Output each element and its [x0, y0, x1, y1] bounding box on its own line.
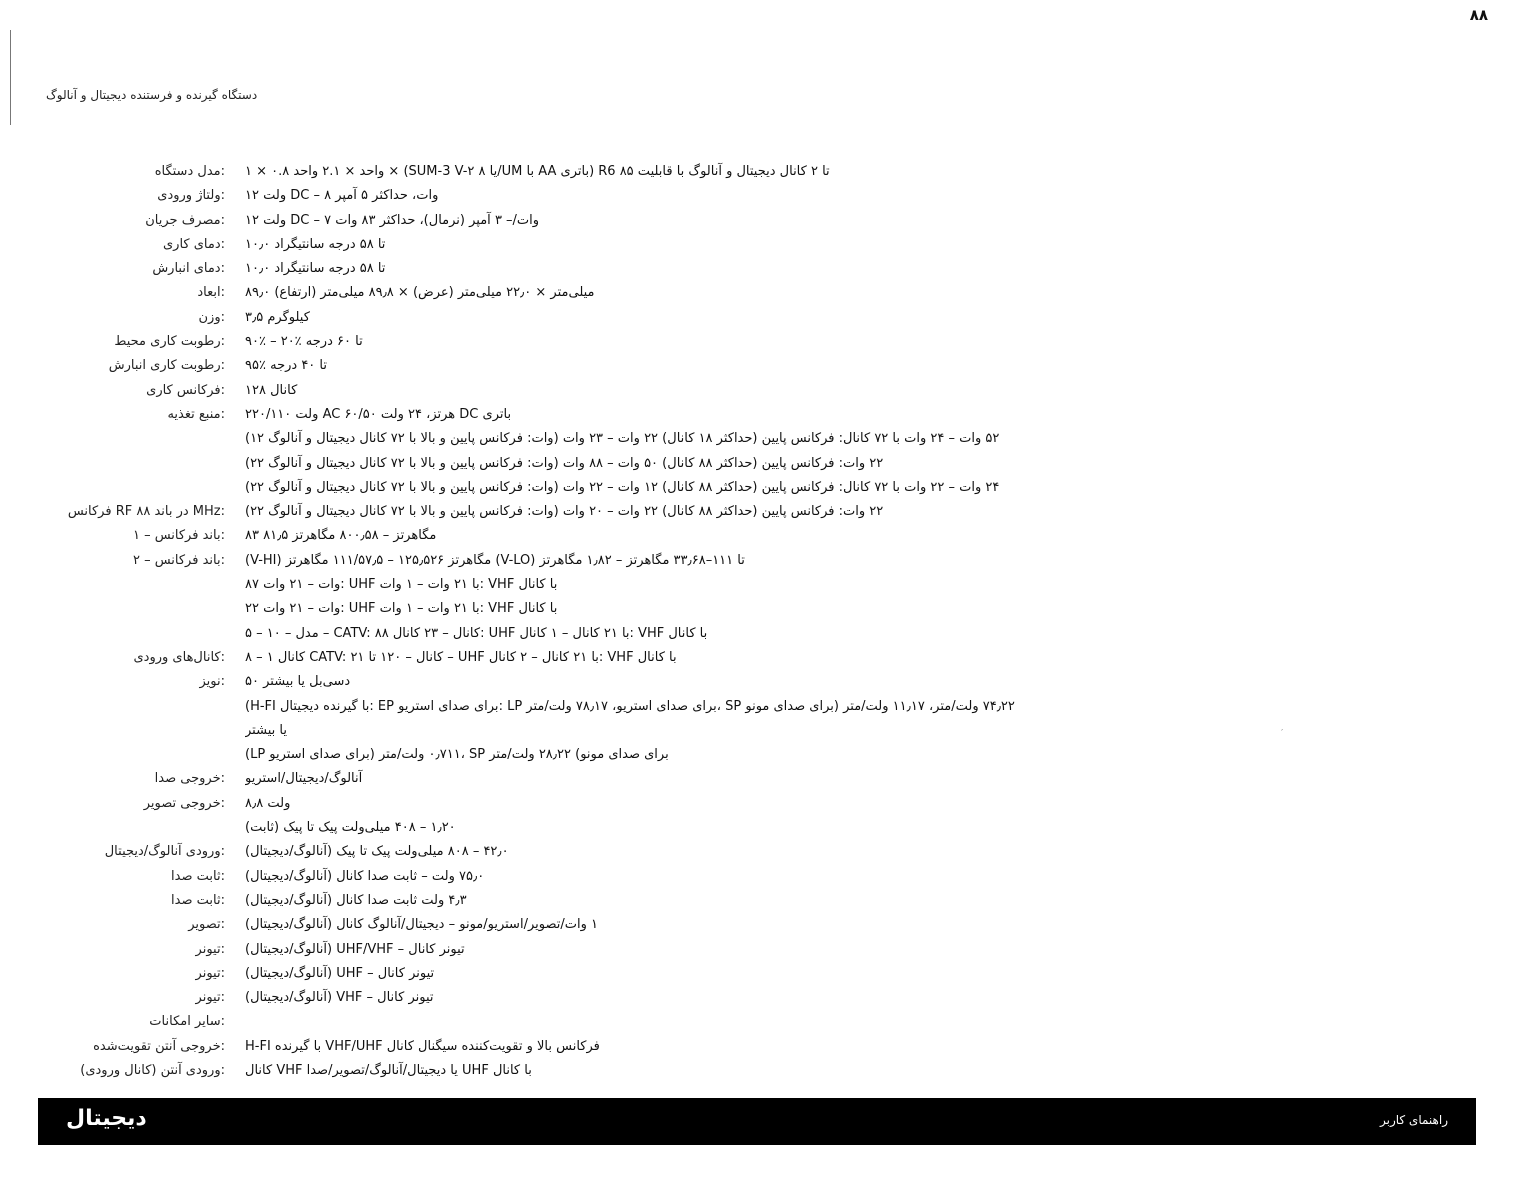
- spec-row: [40, 889, 1240, 913]
- spec-row: [40, 330, 1240, 354]
- specifications-table: [40, 160, 1240, 1083]
- footer-tag: راهنمای کاربر: [1379, 1113, 1448, 1127]
- spec-value: ۱۲۸ کانال: [245, 382, 298, 398]
- footer-bar: [38, 1098, 1476, 1145]
- spec-row: [40, 524, 1240, 548]
- spec-value: (آنالوگ/دیجیتال) UHF/VHF – تیونر کانال: [245, 941, 465, 957]
- spec-value: یا بیشتر: [245, 722, 287, 738]
- spec-row: [40, 913, 1240, 937]
- spec-row: [40, 549, 1240, 573]
- spec-label: فرکانس کاری:: [146, 382, 225, 398]
- spec-row: [40, 452, 1240, 476]
- spec-label: فرکانس RF در باند ۸۸ MHz:: [67, 504, 225, 520]
- spec-value: (۲۲ وات: فرکانس پایین و بالا با ۷۲ کانال دیجیتال و آنالوگ) ۲۲ وات: فرکانس پایین (حداکثر ۸۸ کانال) ۵۰ وات – ۸۸ وات: [245, 455, 884, 471]
- spec-value: (آنالوگ/دیجیتال) UHF – تیونر کانال: [245, 965, 435, 981]
- margin-mark: ′: [1281, 728, 1284, 739]
- spec-row: [40, 476, 1240, 500]
- spec-label: مدل دستگاه:: [154, 164, 225, 179]
- spec-row: [40, 1035, 1240, 1059]
- spec-row: [40, 695, 1240, 719]
- spec-row: [40, 840, 1240, 864]
- spec-row: [40, 281, 1240, 305]
- spec-value: ۸۳ ۸۱٫۵ مگاهرتز – ۸۰۰٫۵۸ مگاهرتز: [245, 528, 437, 544]
- spec-value: کانال VHF یا دیجیتال/آنالوگ/تصویر/صدا UHF با کانال: [245, 1062, 532, 1078]
- spec-value: (آنالوگ/دیجیتال) ۴۲٫۰ – ۸۰۸ میلی‌ولت پیک تا پیک: [245, 844, 509, 860]
- spec-row: [40, 646, 1240, 670]
- spec-row: [40, 622, 1240, 646]
- spec-row: [40, 160, 1240, 184]
- spec-value: ۱۰٫۰ تا ۵۸ درجه سانتیگراد: [245, 236, 386, 252]
- spec-label: رطوبت کاری محیط:: [114, 334, 225, 350]
- spec-value: ۸۷ وات – ۲۱ وات: UHF با ۲۱ وات – ۱ وات: VHF با کانال: [245, 577, 558, 593]
- spec-value: (V-HI) مگاهرتز ۱۲۵٫۵۲۶ – ۱۱۱/۵۷٫۵ مگاهرتز (V-LO) تا ۱۱۱–۳۳٫۶۸ مگاهرتز – ۱٫۸۲ مگاهرتز: [245, 552, 745, 568]
- spec-row: [40, 986, 1240, 1010]
- spec-label: ورودی آنتن (کانال ورودی):: [80, 1062, 225, 1078]
- spec-value: ۱۲ ولت DC – ۷ وات/– ۳ آمپر (نرمال)، حداکثر ۸۳ وات: [245, 212, 540, 228]
- spec-value: (۱۲ وات: فرکانس پایین و بالا با ۷۲ کانال دیجیتال و آنالوگ) ۵۲ وات – ۲۴ وات با ۷۲ کانال: فرکانس پایین (حداکثر ۱۸ کانال) ۲۲ وات – ۲۳ وات: [245, 431, 1000, 447]
- spec-row: [40, 184, 1240, 208]
- spec-label: تیونر:: [195, 965, 225, 981]
- spec-value: (۲۲ وات: فرکانس پایین و بالا با ۷۲ کانال دیجیتال و آنالوگ) ۲۲ وات: فرکانس پایین (حداکثر ۸۸ کانال) ۲۲ وات – ۲۰ وات: [245, 504, 884, 520]
- spec-label: منبع تغذیه:: [167, 406, 225, 422]
- spec-value: (آنالوگ/دیجیتال) ۷۵٫۰ ولت – ثابت صدا کانال: [245, 868, 485, 884]
- spec-value: ۸٫۸ ولت: [245, 795, 291, 811]
- spec-row: [40, 938, 1240, 962]
- spec-row: [40, 257, 1240, 281]
- spec-label: باند فرکانس – ۲:: [132, 552, 225, 568]
- document-header: دستگاه گیرنده و فرستنده دیجیتال و آنالوگ: [46, 88, 258, 102]
- spec-value: مدل – ۱۰ – ۵ – CATV: ۸۸ کانال – ۲۳ کانال: UHF با ۲۱ کانال – ۱ کانال: VHF با کانال: [245, 625, 708, 641]
- spec-row: [40, 403, 1240, 427]
- spec-value: (۲۲ وات: فرکانس پایین و بالا با ۷۲ کانال دیجیتال و آنالوگ) ۲۴ وات – ۲۲ وات با ۷۲ کانال: فرکانس پایین (حداکثر ۸۸ کانال) ۱۲ وات – ۲۲ وات: [245, 479, 1000, 495]
- spec-value: H-FI با گیرنده VHF/UHF فرکانس بالا و تقویت‌کننده سیگنال کانال: [245, 1038, 600, 1054]
- spec-value: (LP برای صدای استریو) ۰٫۷۱۱ ولت/متر، SP برای صدای مونو) ۲۸٫۲۲ ولت/متر: [245, 747, 669, 763]
- spec-row: [40, 865, 1240, 889]
- spec-label: تصویر:: [188, 917, 225, 933]
- spec-row: [40, 719, 1240, 743]
- spec-label: ابعاد:: [197, 285, 225, 301]
- margin-rule: [10, 30, 11, 125]
- spec-value: ۹۵٪ تا ۴۰ درجه: [245, 358, 327, 374]
- spec-label: ثابت صدا:: [171, 892, 225, 908]
- spec-value: (آنالوگ/دیجیتال) ۱ وات/تصویر/استریو/مونو – دیجیتال/آنالوگ کانال: [245, 917, 598, 933]
- spec-value: ۸۹٫۰ میلی‌متر × ۲۲٫۰ میلی‌متر (عرض) × ۸۹٫۸ میلی‌متر (ارتفاع): [245, 285, 595, 301]
- spec-row: [40, 573, 1240, 597]
- spec-value: ۱ × ۰.۸ واحد × ۲.۱ واحد × (SUM-3 V-۲ یا ۸/UM با AA باتری) R6 تا ۲ کانال دیجیتال و آنالوگ با قابلیت ۸۵: [245, 164, 830, 179]
- spec-label: تیونر:: [195, 941, 225, 957]
- spec-value: ۲۲ وات – ۲۱ وات: UHF با ۲۱ وات – ۱ وات: VHF با کانال: [245, 601, 558, 617]
- spec-row: [40, 354, 1240, 378]
- spec-row: [40, 816, 1240, 840]
- spec-value: ۹۰٪ – ۲۰٪ تا ۶۰ درجه: [245, 334, 363, 350]
- spec-value: (آنالوگ/دیجیتال) ۴٫۳ ولت ثابت صدا کانال: [245, 892, 467, 908]
- spec-label: دمای انبارش:: [152, 261, 225, 277]
- spec-label: وزن:: [198, 309, 225, 325]
- spec-label: خروجی تصویر:: [143, 795, 225, 811]
- spec-row: [40, 1010, 1240, 1034]
- spec-label: باند فرکانس – ۱:: [132, 528, 225, 544]
- spec-value: (H-FI با گیرنده دیجیتال: EP برای صدای استریو: LP برای صدای استریو، ۷۸٫۱۷ ولت/متر، SP برای صدای مونو) ۷۴٫۲۲ ولت/متر، ۱۱٫۱۷ ولت/متر: [245, 698, 1015, 714]
- spec-label: تیونر:: [195, 990, 225, 1006]
- spec-label: ثابت صدا:: [171, 868, 225, 884]
- spec-label: مصرف جریان:: [145, 212, 225, 228]
- spec-label: نویز:: [199, 674, 225, 690]
- spec-row: [40, 379, 1240, 403]
- spec-label: خروجی آنتن تقویت‌شده:: [93, 1038, 225, 1054]
- spec-value: (آنالوگ/دیجیتال) VHF – تیونر کانال: [245, 990, 434, 1006]
- spec-row: [40, 670, 1240, 694]
- spec-label: ورودی آنالوگ/دیجیتال:: [104, 844, 225, 860]
- spec-row: [40, 792, 1240, 816]
- spec-row: [40, 233, 1240, 257]
- spec-value: ۳٫۵ کیلوگرم: [245, 309, 310, 325]
- spec-label: رطوبت کاری انبارش:: [108, 358, 225, 374]
- spec-row: [40, 743, 1240, 767]
- spec-value: ۸ – ۱ کانال CATV: کانال – ۱۲۰ تا ۲۱ – UHF با ۲۱ کانال – ۲ کانال: VHF با کانال: [245, 649, 677, 665]
- spec-label: ولتاژ ورودی:: [157, 188, 225, 204]
- spec-row: [40, 1059, 1240, 1083]
- spec-value: آنالوگ/دیجیتال/استریو: [245, 771, 363, 787]
- spec-value: ۱۲ ولت DC – ۸ وات، حداکثر ۵ آمپر: [245, 188, 439, 204]
- spec-label: دمای کاری:: [162, 236, 225, 252]
- spec-label: خروجی صدا:: [154, 771, 225, 787]
- spec-value: ۲۲۰/۱۱۰ ولت AC ۶۰/۵۰ هرتز، ۲۴ ولت DC باتری: [245, 406, 512, 422]
- spec-row: [40, 597, 1240, 621]
- page-number: ۸۸: [1469, 6, 1488, 24]
- spec-row: [40, 767, 1240, 791]
- spec-row: [40, 306, 1240, 330]
- spec-value: (ثابت) ۱٫۲۰ – ۴۰۸ میلی‌ولت پیک تا پیک: [245, 820, 456, 836]
- spec-row: [40, 962, 1240, 986]
- spec-row: [40, 209, 1240, 233]
- spec-label: کانال‌های ورودی:: [133, 649, 225, 665]
- spec-row: [40, 500, 1240, 524]
- spec-value: ۱۰٫۰ تا ۵۸ درجه سانتیگراد: [245, 261, 386, 277]
- spec-label: سایر امکانات:: [149, 1014, 225, 1030]
- footer-logo: دیجیتال: [66, 1106, 147, 1131]
- spec-value: ۵۰ دسی‌بل یا بیشتر: [245, 674, 351, 690]
- spec-row: [40, 427, 1240, 451]
